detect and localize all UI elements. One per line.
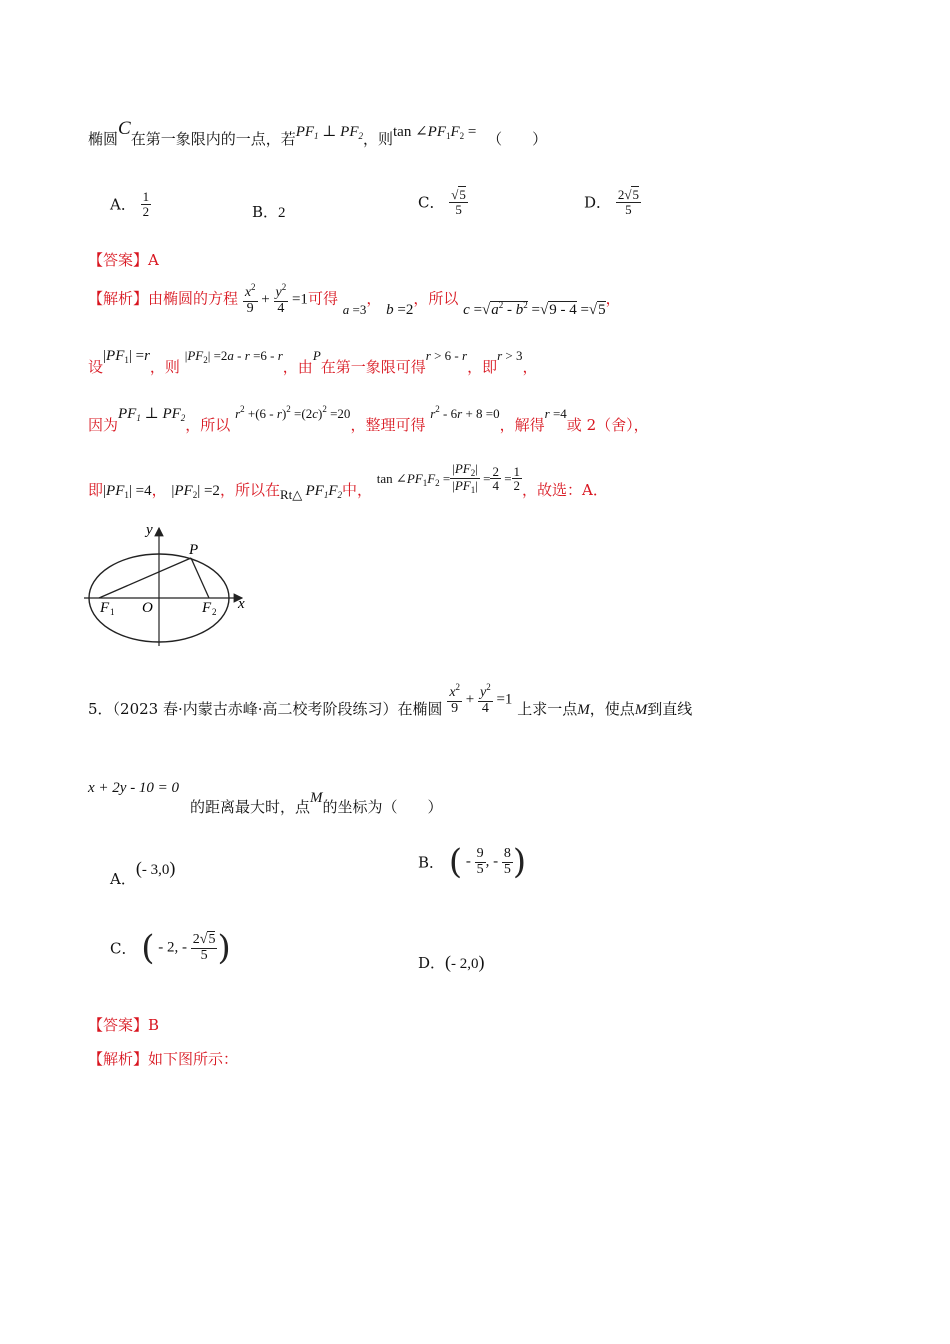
y-axis-label: y [146,522,153,538]
origin-label: O [142,600,153,616]
point-p-label: P [189,542,199,558]
q4-analysis-line3: 因为$PF_1$ ⊥ $PF_2$，所以 $r^2 +(6 - r)^2 =(2c)^2 =20$，整理可得 $r^2 - 6r + 8 =0$，解得r =4或 2（舍）， [88,404,649,434]
q5-stem-line2 [88,778,179,797]
f1-subscript: 1 [110,607,115,617]
q5-answer: 【答案】B [88,1016,160,1034]
segment-f1p [99,558,191,598]
q5-option-a[interactable]: A．(- 3,0) [110,858,176,888]
f1-label: F [100,600,110,616]
line-equation: x + 2y - 10 = 0 [88,780,180,796]
q5-analysis: 【解析】如下图所示： [88,1050,239,1068]
x-axis-label: x [238,596,245,612]
frac-one-half: $\frac{1}{2}$ [142,189,150,219]
q4-option-b[interactable]: B．2 [252,203,286,221]
q5-option-b[interactable]: B． ( - $\frac{9}{5}$ , - $\frac{8}{5}$ ) [418,842,527,882]
q5-option-c[interactable]: C． ( - 2, - $\frac{2√5}{5}$ ) [110,928,231,968]
segment-pf2 [191,558,209,598]
ellipse-figure [80,518,260,650]
f2-subscript: 2 [212,607,217,617]
q5-option-d[interactable]: D．(- 2,0) [418,952,485,972]
q4-option-a[interactable]: A． $\frac{1}{2}$ [110,189,150,219]
f2-label: F [202,600,212,616]
q4-analysis-line1: 【解析】由椭圆的方程 $\frac{x^2}{9}$ + $\frac{y^2}{4}$ =1可得 a =3， b =2，所以 $c =√a^2 - b^2 =√9 - 4 =√5$， [88,282,621,318]
q5-stem-line2b: 的距离最大时，点M的坐标为（ ） [190,790,443,816]
q4-analysis-line2: 设$|PF_1| =r$，则 $|PF_2| =2a - r =6 - r$，由P在第一象限可得r > 6 - r，即r > 3， [88,348,538,376]
q5-stem: 5．（2023 春·内蒙古赤峰·高二校考阶段练习）在椭圆 $\frac{x^2}{9}$ + $\frac{y^2}{4}$ =1 上求一点M，使点M到直线 [88,682,693,718]
q4-answer: 【答案】A [88,251,159,269]
q4-stem: 椭圆C在第一象限内的一点，若$PF_1$ ⊥ $PF_2$，则$\tan \angle PF_1F_2$ = （ ） [88,118,548,148]
q4-analysis-line4: 即$|PF_1| =4$， $|PF_2| =2$，所以在Rt△ $PF_1F_2$中， $\tan \angle PF_1F_2$ = $\frac{|PF_2|}{|PF_1|}$ = $\frac{2}{4}$ = $\frac{1}{2}$ ，故选：A． [88,461,608,502]
q4-option-d[interactable]: D． $\frac{2√5}{5}$ [584,187,639,217]
q4-option-c[interactable]: C． $\frac{√5}{5}$ [418,187,466,217]
